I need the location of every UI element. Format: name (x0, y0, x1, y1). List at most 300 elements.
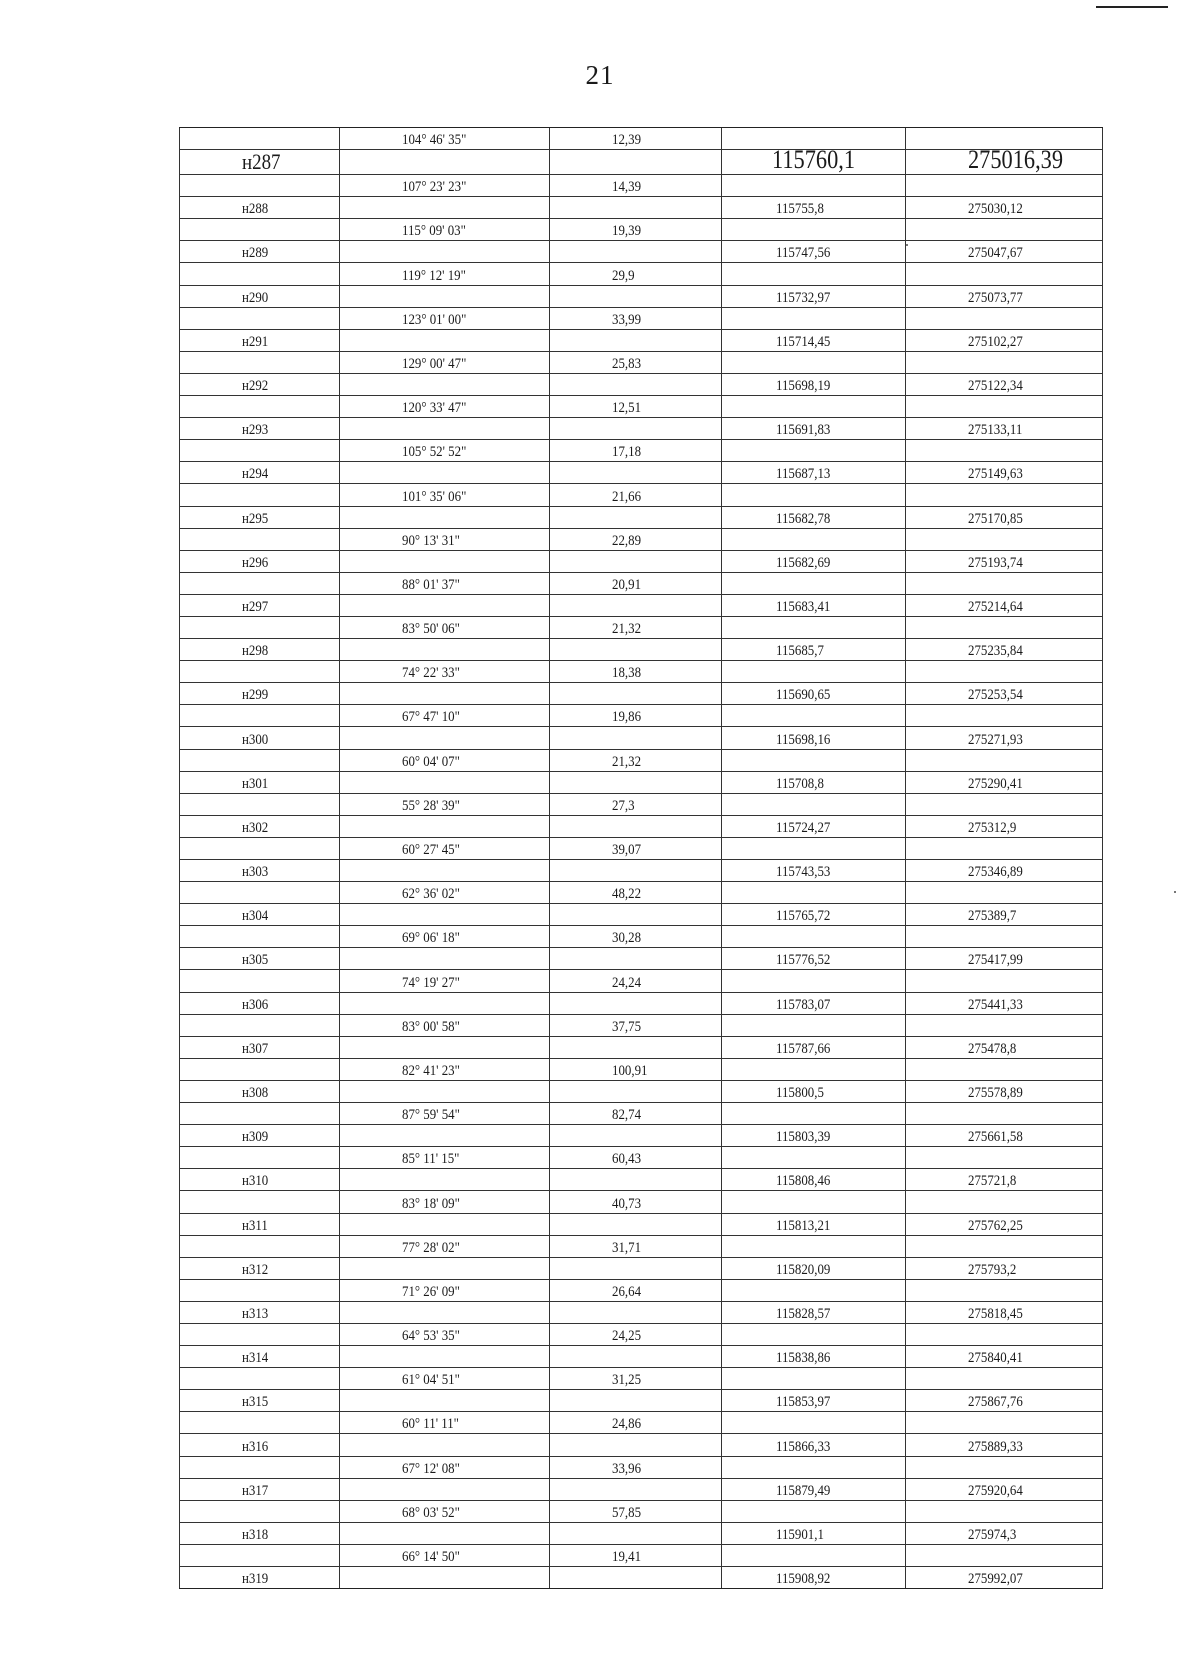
angle-cell (340, 330, 550, 351)
x-value: 115787,66 (776, 1040, 831, 1057)
x-cell (722, 197, 906, 218)
y-cell (906, 241, 1103, 262)
angle-value: 69° 06' 18" (402, 930, 460, 947)
angle-cell (340, 1302, 550, 1323)
y-value: 275441,33 (968, 996, 1023, 1013)
angle-cell (340, 1059, 550, 1080)
distance-cell (550, 1567, 722, 1588)
y-cell (906, 286, 1103, 307)
x-value: 115714,45 (776, 333, 831, 350)
y-cell (906, 1280, 1103, 1301)
y-cell (906, 1103, 1103, 1124)
table-row (179, 750, 1103, 772)
point-value: н288 (242, 201, 269, 218)
point-cell (179, 1412, 340, 1433)
distance-cell (550, 1236, 722, 1257)
angle-cell (340, 1501, 550, 1522)
angle-cell (340, 1125, 550, 1146)
point-cell (179, 529, 340, 550)
distance-value: 48,22 (612, 886, 642, 903)
y-cell (906, 1457, 1103, 1478)
point-value: н313 (242, 1305, 269, 1322)
angle-value: 60° 04' 07" (402, 753, 460, 770)
x-cell (722, 1103, 906, 1124)
angle-cell (340, 882, 550, 903)
y-cell (906, 1368, 1103, 1389)
y-value: 275030,12 (968, 201, 1023, 218)
distance-cell (550, 970, 722, 991)
table-row (179, 683, 1103, 705)
distance-cell (550, 374, 722, 395)
angle-value: 87° 59' 54" (402, 1107, 460, 1124)
distance-cell (550, 573, 722, 594)
y-cell (906, 396, 1103, 417)
y-value: 275290,41 (968, 775, 1023, 792)
y-value: 275840,41 (968, 1350, 1023, 1367)
table-row (179, 1368, 1103, 1390)
x-cell (722, 396, 906, 417)
point-cell (179, 462, 340, 483)
angle-cell (340, 794, 550, 815)
x-value: 115879,49 (776, 1482, 831, 1499)
x-cell (722, 551, 906, 572)
point-cell (179, 440, 340, 461)
distance-cell (550, 1125, 722, 1146)
y-cell (906, 1214, 1103, 1235)
y-cell (906, 374, 1103, 395)
angle-cell (340, 948, 550, 969)
angle-cell (340, 970, 550, 991)
y-cell (906, 1434, 1103, 1455)
y-value: 275920,64 (968, 1482, 1023, 1499)
x-cell (722, 816, 906, 837)
x-cell (722, 352, 906, 373)
x-cell (722, 904, 906, 925)
angle-value: 64° 53' 35" (402, 1328, 460, 1345)
point-value: н309 (242, 1129, 269, 1146)
table-row (179, 705, 1103, 727)
scan-speck (1174, 891, 1176, 893)
y-cell (906, 308, 1103, 329)
distance-cell (550, 1081, 722, 1102)
x-cell (722, 1015, 906, 1036)
distance-value: 24,25 (612, 1328, 642, 1345)
y-cell (906, 595, 1103, 616)
angle-value: 105° 52' 52" (402, 444, 467, 461)
x-cell (722, 1280, 906, 1301)
x-value: 115908,92 (776, 1571, 831, 1588)
angle-value: 83° 18' 09" (402, 1195, 460, 1212)
point-cell (179, 219, 340, 240)
y-cell (906, 219, 1103, 240)
y-cell (906, 838, 1103, 859)
x-value: 115732,97 (776, 289, 831, 306)
table-row (179, 440, 1103, 462)
angle-value: 120° 33' 47" (402, 400, 467, 417)
distance-cell (550, 396, 722, 417)
table-row (179, 882, 1103, 904)
angle-cell (340, 1390, 550, 1411)
point-value: н293 (242, 422, 269, 439)
point-cell (179, 1125, 340, 1146)
angle-cell (340, 374, 550, 395)
angle-value: 115° 09' 03" (402, 223, 466, 240)
x-value: 115820,09 (776, 1261, 831, 1278)
y-value: 275478,8 (968, 1040, 1017, 1057)
point-value: н297 (242, 598, 269, 615)
x-cell (722, 794, 906, 815)
y-cell (906, 1258, 1103, 1279)
y-cell (906, 705, 1103, 726)
y-value: 275818,45 (968, 1305, 1023, 1322)
distance-cell (550, 639, 722, 660)
table-row (179, 573, 1103, 595)
table-row (179, 948, 1103, 970)
table-row (179, 1081, 1103, 1103)
table-row-start (179, 128, 1103, 150)
y-cell (906, 1479, 1103, 1500)
x-cell (722, 970, 906, 991)
y-cell (906, 882, 1103, 903)
point-value: н299 (242, 687, 269, 704)
angle-value: 90° 13' 31" (402, 532, 460, 549)
table-row (179, 418, 1103, 440)
distance-cell (550, 1324, 722, 1345)
distance-value: 12,39 (612, 132, 642, 149)
distance-value: 29,9 (612, 267, 635, 284)
distance-cell (550, 948, 722, 969)
distance-cell (550, 551, 722, 572)
point-cell (179, 1390, 340, 1411)
table-row (179, 661, 1103, 683)
y-value: 275193,74 (968, 554, 1023, 571)
x-cell (722, 374, 906, 395)
y-cell (906, 772, 1103, 793)
x-cell (722, 219, 906, 240)
y-cell (906, 1147, 1103, 1168)
y-cell (906, 352, 1103, 373)
distance-cell (550, 1059, 722, 1080)
x-cell (722, 1214, 906, 1235)
y-cell (906, 145, 1103, 175)
point-cell (179, 1059, 340, 1080)
distance-cell (550, 529, 722, 550)
point-cell (179, 1567, 340, 1588)
distance-cell (550, 175, 722, 196)
angle-value: 61° 04' 51" (402, 1372, 460, 1389)
distance-cell (550, 1501, 722, 1522)
angle-cell (340, 1368, 550, 1389)
table-row (179, 352, 1103, 374)
angle-cell (340, 727, 550, 748)
x-cell (722, 1037, 906, 1058)
point-value: н316 (242, 1438, 269, 1455)
x-value: 115682,78 (776, 510, 831, 527)
y-value: 275016,39 (968, 145, 1064, 175)
x-cell (722, 263, 906, 284)
x-cell (722, 993, 906, 1014)
distance-cell (550, 150, 722, 174)
angle-value: 66° 14' 50" (402, 1549, 460, 1565)
point-value: н319 (242, 1571, 269, 1588)
x-value: 115747,56 (776, 245, 831, 262)
x-cell (722, 1457, 906, 1478)
point-cell (179, 1545, 340, 1566)
x-cell (722, 705, 906, 726)
distance-cell (550, 727, 722, 748)
angle-cell (340, 816, 550, 837)
y-cell (906, 1081, 1103, 1102)
point-cell (179, 772, 340, 793)
table-row (179, 727, 1103, 749)
point-value: н292 (242, 378, 269, 395)
x-value: 115708,8 (776, 775, 824, 792)
x-cell (722, 1523, 906, 1544)
distance-cell (550, 1147, 722, 1168)
table-row (179, 175, 1103, 197)
y-cell (906, 816, 1103, 837)
distance-cell (550, 1280, 722, 1301)
angle-cell (340, 150, 550, 174)
x-cell (722, 507, 906, 528)
x-cell (722, 639, 906, 660)
x-value: 115813,21 (776, 1217, 831, 1234)
angle-value: 107° 23' 23" (402, 179, 467, 196)
distance-value: 31,25 (612, 1372, 642, 1389)
angle-cell (340, 241, 550, 262)
distance-cell (550, 1103, 722, 1124)
angle-value: 62° 36' 02" (402, 886, 460, 903)
point-cell (179, 308, 340, 329)
angle-value: 82° 41' 23" (402, 1062, 460, 1079)
table-row (179, 1434, 1103, 1456)
x-cell (722, 1567, 906, 1588)
distance-value: 37,75 (612, 1018, 642, 1035)
x-value: 115682,69 (776, 554, 831, 571)
y-cell (906, 1412, 1103, 1433)
x-value: 115803,39 (776, 1129, 831, 1146)
y-cell (906, 1545, 1103, 1566)
table-row (179, 462, 1103, 484)
x-cell (722, 418, 906, 439)
x-cell (722, 1258, 906, 1279)
x-value: 115691,83 (776, 422, 831, 439)
table-row (179, 838, 1103, 860)
angle-value: 67° 47' 10" (402, 709, 460, 726)
y-value: 275102,27 (968, 333, 1023, 350)
point-cell (179, 330, 340, 351)
angle-value: 71° 26' 09" (402, 1283, 460, 1300)
y-cell (906, 993, 1103, 1014)
distance-value: 39,07 (612, 842, 642, 858)
distance-cell (550, 330, 722, 351)
y-value: 275389,7 (968, 908, 1017, 925)
angle-cell (340, 1346, 550, 1367)
angle-cell (340, 462, 550, 483)
table-row (179, 816, 1103, 838)
distance-cell (550, 772, 722, 793)
point-cell (179, 197, 340, 218)
x-cell (722, 595, 906, 616)
distance-value: 82,74 (612, 1107, 642, 1124)
point-value: н317 (242, 1482, 269, 1499)
angle-cell (340, 128, 550, 149)
distance-cell (550, 882, 722, 903)
y-cell (906, 926, 1103, 947)
point-cell (179, 904, 340, 925)
point-value: н314 (242, 1350, 269, 1367)
distance-cell (550, 1457, 722, 1478)
table-row (179, 1059, 1103, 1081)
point-value: н308 (242, 1085, 269, 1102)
x-value: 115683,41 (776, 598, 831, 615)
distance-cell (550, 1390, 722, 1411)
x-cell (722, 440, 906, 461)
distance-cell (550, 1258, 722, 1279)
y-value: 275073,77 (968, 289, 1023, 306)
y-value: 275170,85 (968, 510, 1023, 527)
coordinates-table (179, 127, 1103, 1589)
point-cell (179, 617, 340, 638)
x-cell (722, 330, 906, 351)
table-row (179, 639, 1103, 661)
x-value: 115724,27 (776, 819, 831, 836)
y-value: 275235,84 (968, 643, 1023, 660)
table-row (179, 970, 1103, 992)
table-row (179, 263, 1103, 285)
point-cell (179, 993, 340, 1014)
point-cell (179, 683, 340, 704)
point-value: н305 (242, 952, 269, 969)
table-row (179, 374, 1103, 396)
x-value: 115760,1 (772, 145, 856, 175)
angle-cell (340, 1015, 550, 1036)
x-value: 115866,33 (776, 1438, 831, 1455)
distance-cell (550, 1523, 722, 1544)
table-row (179, 396, 1103, 418)
angle-value: 85° 11' 15" (402, 1151, 460, 1168)
point-value: н295 (242, 510, 269, 527)
distance-cell (550, 838, 722, 859)
point-value: н310 (242, 1173, 269, 1190)
y-value: 275312,9 (968, 819, 1017, 836)
angle-cell (340, 529, 550, 550)
x-value: 115765,72 (776, 908, 831, 925)
y-cell (906, 1125, 1103, 1146)
y-value: 275149,63 (968, 466, 1023, 483)
x-cell (722, 1324, 906, 1345)
angle-cell (340, 1280, 550, 1301)
x-cell (722, 241, 906, 262)
x-cell (722, 1390, 906, 1411)
point-cell (179, 1015, 340, 1036)
point-cell (179, 551, 340, 572)
table-row (179, 145, 1103, 175)
y-cell (906, 1346, 1103, 1367)
y-cell (906, 1324, 1103, 1345)
point-cell (179, 175, 340, 196)
point-cell (179, 926, 340, 947)
x-cell (722, 1368, 906, 1389)
point-value: н303 (242, 864, 269, 881)
table-row (179, 1147, 1103, 1169)
y-cell (906, 529, 1103, 550)
distance-cell (550, 1037, 722, 1058)
distance-value: 19,86 (612, 709, 642, 726)
point-cell (179, 1457, 340, 1478)
point-cell (179, 418, 340, 439)
angle-cell (340, 396, 550, 417)
y-cell (906, 484, 1103, 505)
angle-value: 83° 50' 06" (402, 621, 460, 638)
y-cell (906, 507, 1103, 528)
x-cell (722, 926, 906, 947)
x-value: 115687,13 (776, 466, 831, 483)
x-cell (722, 1545, 906, 1566)
distance-cell (550, 904, 722, 925)
distance-cell (550, 926, 722, 947)
x-cell (722, 1236, 906, 1257)
angle-cell (340, 1523, 550, 1544)
point-value: н300 (242, 731, 269, 748)
x-value: 115690,65 (776, 687, 831, 704)
x-value: 115755,8 (776, 201, 824, 218)
distance-value: 18,38 (612, 665, 642, 682)
distance-cell (550, 993, 722, 1014)
y-value: 275992,07 (968, 1571, 1023, 1588)
point-cell (179, 1324, 340, 1345)
point-cell (179, 1434, 340, 1455)
angle-cell (340, 683, 550, 704)
y-cell (906, 1059, 1103, 1080)
point-cell (179, 1479, 340, 1500)
distance-cell (550, 816, 722, 837)
point-cell (179, 396, 340, 417)
distance-cell (550, 683, 722, 704)
y-cell (906, 418, 1103, 439)
distance-cell (550, 1346, 722, 1367)
x-cell (722, 882, 906, 903)
distance-value: 24,24 (612, 974, 642, 991)
table-row (179, 595, 1103, 617)
distance-cell (550, 860, 722, 881)
distance-cell (550, 661, 722, 682)
y-value: 275721,8 (968, 1173, 1017, 1190)
table-row (179, 197, 1103, 219)
table-row (179, 926, 1103, 948)
distance-cell (550, 1545, 722, 1566)
angle-value: 88° 01' 37" (402, 576, 460, 593)
angle-cell (340, 1191, 550, 1212)
x-cell (722, 838, 906, 859)
x-cell (722, 948, 906, 969)
x-cell (722, 1501, 906, 1522)
angle-cell (340, 1412, 550, 1433)
x-value: 115698,16 (776, 731, 831, 748)
point-cell (179, 241, 340, 262)
point-cell (179, 948, 340, 969)
angle-cell (340, 617, 550, 638)
angle-cell (340, 440, 550, 461)
y-cell (906, 573, 1103, 594)
angle-cell (340, 418, 550, 439)
point-value: н302 (242, 819, 269, 836)
x-value: 115800,5 (776, 1085, 824, 1102)
distance-cell (550, 1214, 722, 1235)
table-row (179, 1280, 1103, 1302)
distance-value: 20,91 (612, 576, 642, 593)
angle-cell (340, 1236, 550, 1257)
